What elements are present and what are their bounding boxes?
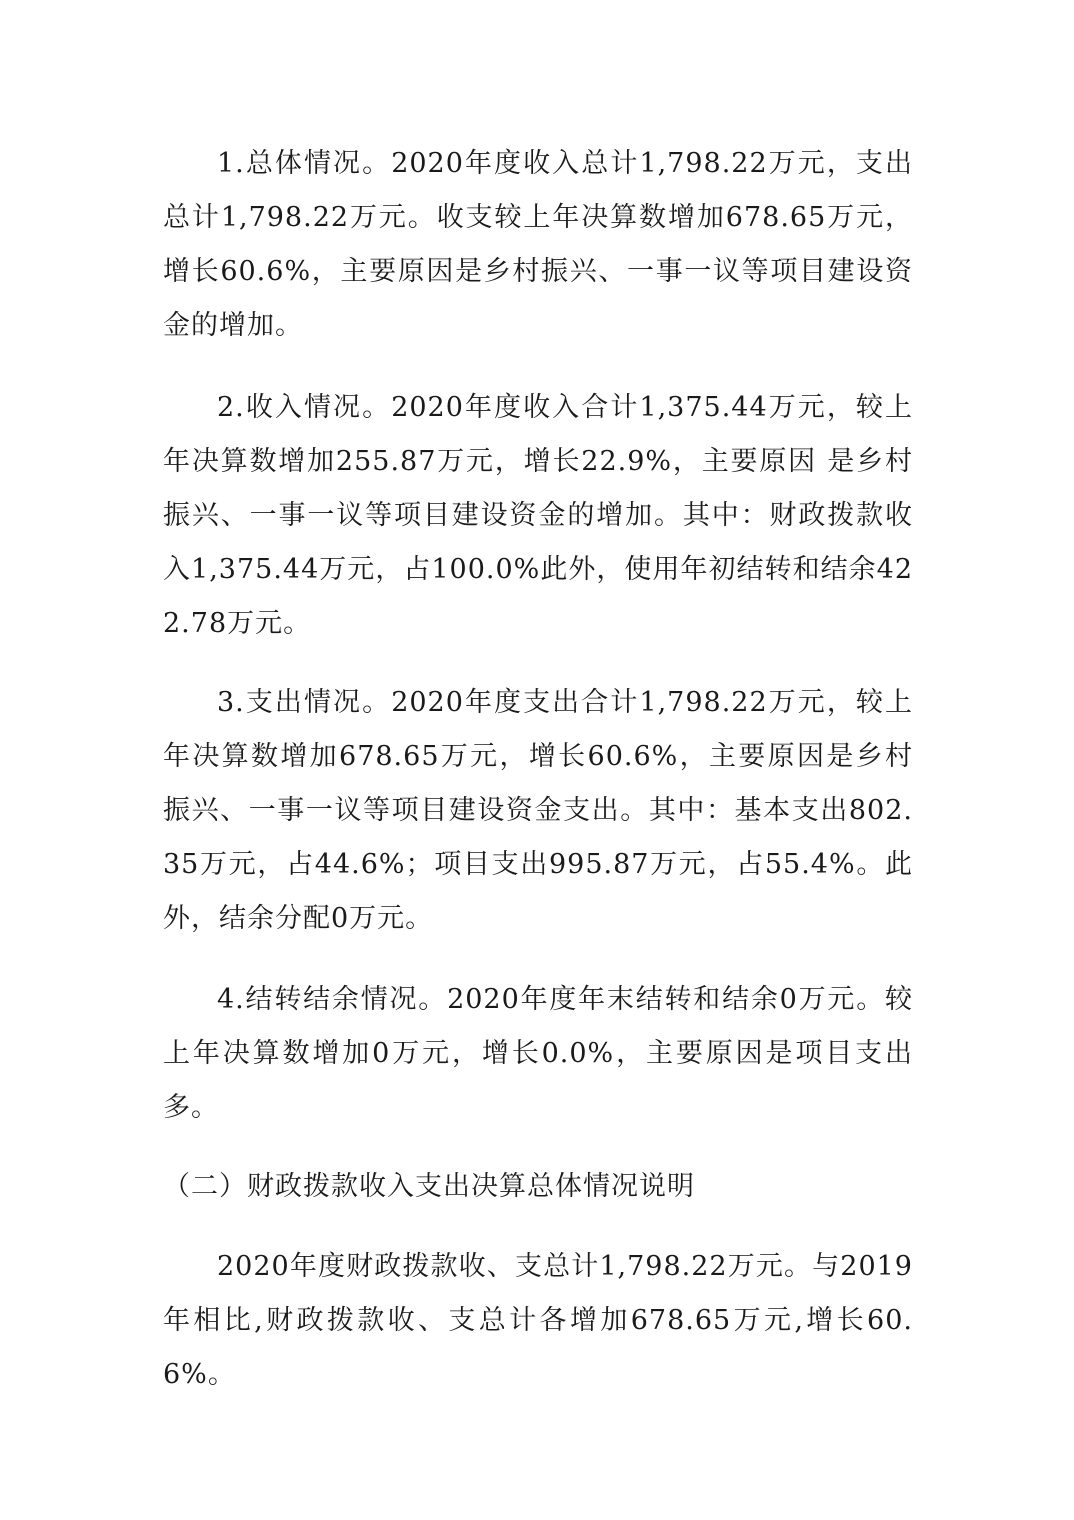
section-heading: （二）财政拨款收入支出决算总体情况说明 [163, 1171, 695, 1202]
paragraph-expenditure: 3.支出情况。2020年度支出合计1,798.22万元，较上年决算数增加678.65万元，增长60.6%，主要原因是乡村振兴、一事一议等项目建设资金支出。其中：基本支出802.35万元，占44.6%；项目支出995.87万元，占55.4%。此外，结余分配0万元。 [163, 687, 913, 934]
paragraph-carryover: 4.结转结余情况。2020年度年末结转和结余0万元。较上年决算数增加0万元，增长0.0%，主要原因是项目支出多。 [163, 984, 913, 1123]
paragraph-fiscal-appropriation: 2020年度财政拨款收、支总计1,798.22万元。与2019年相比,财政拨款收、支总计各增加678.65万元,增长60.6%。 [163, 1251, 913, 1390]
paragraph-income: 2.收入情况。2020年度收入合计1,375.44万元，较上年决算数增加255.87万元，增长22.9%，主要原因 是乡村振兴、一事一议等项目建设资金的增加。其中：财政拨款收入1,375.44万元，占100.0%此外，使用年初结转和结余422.78万元。 [163, 392, 913, 639]
paragraph-overall: 1.总体情况。2020年度收入总计1,798.22万元，支出总计1,798.22万元。收支较上年决算数增加678.65万元，增长60.6%，主要原因是乡村振兴、一事一议等项目建设资金的增加。 [163, 148, 913, 341]
